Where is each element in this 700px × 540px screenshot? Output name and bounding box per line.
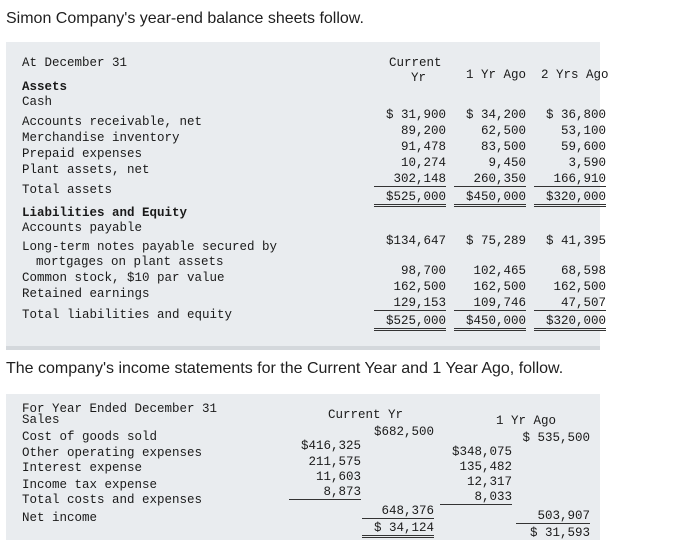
row-ar-current: 89,200 — [400, 124, 446, 138]
is-net-label: Net income — [22, 511, 98, 525]
row-cash-1yr: $ 34,200 — [465, 108, 526, 122]
is-sales-label: Sales — [22, 413, 60, 427]
row-total-le-1yr: $450,000 — [454, 314, 526, 331]
row-ap-2yr: $ 41,395 — [545, 234, 606, 248]
is-cogs-1yr: $348,075 — [451, 445, 512, 459]
row-total-assets-label: Total assets — [22, 183, 113, 197]
row-total-assets-1yr: $450,000 — [454, 190, 526, 207]
is-opex-1yr: 135,482 — [459, 460, 512, 474]
row-inventory-label: Merchandise inventory — [22, 131, 180, 145]
is-header-1yr: 1 Yr Ago — [496, 414, 557, 428]
row-cash-current: $ 31,900 — [385, 108, 446, 122]
is-cogs-current: $416,325 — [300, 439, 361, 453]
row-plant-1yr: 260,350 — [454, 172, 526, 187]
header-label: At December 31 — [22, 56, 128, 70]
row-prepaid-1yr: 9,450 — [488, 156, 526, 170]
income-statement-table — [6, 394, 600, 540]
row-cash-2yr: $ 36,800 — [545, 108, 606, 122]
row-total-le-current: $525,000 — [374, 314, 446, 331]
row-cs-1yr: 162,500 — [473, 280, 526, 294]
row-cs-label: Common stock, $10 par value — [22, 271, 225, 285]
row-ar-1yr: 62,500 — [480, 124, 526, 138]
row-plant-label: Plant assets, net — [22, 163, 150, 177]
is-sales-current: $682,500 — [373, 425, 434, 439]
row-prepaid-label: Prepaid expenses — [22, 147, 143, 161]
row-total-le-2yr: $320,000 — [534, 314, 606, 331]
row-prepaid-current: 10,274 — [400, 156, 446, 170]
is-interest-1yr: 12,317 — [466, 475, 512, 489]
row-cash-label: Cash — [22, 95, 53, 109]
row-total-assets-current: $525,000 — [374, 190, 446, 207]
is-net-current: $ 34,124 — [362, 521, 434, 538]
row-ltn-current: 98,700 — [400, 264, 446, 278]
row-ap-label: Accounts payable — [22, 221, 143, 235]
is-sales-1yr: $ 535,500 — [522, 431, 590, 445]
is-tax-1yr: 8,033 — [440, 490, 512, 505]
income-statement-heading: The company's income statements for the Current Year and 1 Year Ago, follow. — [6, 360, 564, 377]
balance-sheet-table — [6, 42, 609, 350]
row-cs-2yr: 162,500 — [553, 280, 606, 294]
row-ar-2yr: 53,100 — [560, 124, 606, 138]
is-total-label: Total costs and expenses — [22, 493, 203, 507]
is-net-1yr: $ 31,593 — [529, 526, 590, 540]
row-plant-2yr: 166,910 — [534, 172, 606, 187]
row-ltn-label-line1: Long-term notes payable secured by — [22, 240, 278, 254]
header-current-line2: Yr — [411, 71, 427, 85]
is-total-current: 648,376 — [362, 504, 434, 519]
header-current-line1: Current — [389, 56, 442, 70]
assets-title: Assets — [22, 80, 68, 94]
is-opex-current: 211,575 — [308, 455, 361, 469]
header-one-yr: 1 Yr Ago — [466, 68, 527, 82]
row-ltn-label-line2: mortgages on plant assets — [36, 255, 224, 269]
is-cogs-label: Cost of goods sold — [22, 430, 158, 444]
is-tax-current: 8,873 — [289, 485, 361, 500]
is-interest-label: Interest expense — [22, 461, 143, 475]
row-total-assets-2yr: $320,000 — [534, 190, 606, 207]
is-tax-label: Income tax expense — [22, 478, 158, 492]
balance-sheet-heading: Simon Company's year-end balance sheets follow. — [6, 10, 364, 27]
row-prepaid-2yr: 3,590 — [568, 156, 606, 170]
row-plant-current: 302,148 — [374, 172, 446, 187]
row-ltn-2yr: 68,598 — [560, 264, 606, 278]
is-header-current: Current Yr — [328, 408, 404, 422]
row-re-label: Retained earnings — [22, 287, 150, 301]
header-two-yrs: 2 Yrs Ago — [541, 68, 609, 82]
is-interest-current: 11,603 — [315, 470, 361, 484]
row-inventory-2yr: 59,600 — [560, 140, 606, 154]
row-re-current: 129,153 — [374, 296, 446, 311]
row-total-le-label: Total liabilities and equity — [22, 308, 233, 322]
row-ltn-1yr: 102,465 — [473, 264, 526, 278]
is-header-label: For Year Ended December 31 — [22, 402, 218, 416]
row-ap-current: $134,647 — [385, 234, 446, 248]
row-re-2yr: 47,507 — [534, 296, 606, 311]
row-inventory-current: 91,478 — [400, 140, 446, 154]
is-opex-label: Other operating expenses — [22, 446, 203, 460]
row-ar-label: Accounts receivable, net — [22, 115, 203, 129]
liabilities-title: Liabilities and Equity — [22, 206, 188, 220]
row-re-1yr: 109,746 — [454, 296, 526, 311]
row-inventory-1yr: 83,500 — [480, 140, 526, 154]
is-total-1yr: 503,907 — [516, 509, 590, 524]
row-cs-current: 162,500 — [393, 280, 446, 294]
row-ap-1yr: $ 75,289 — [465, 234, 526, 248]
